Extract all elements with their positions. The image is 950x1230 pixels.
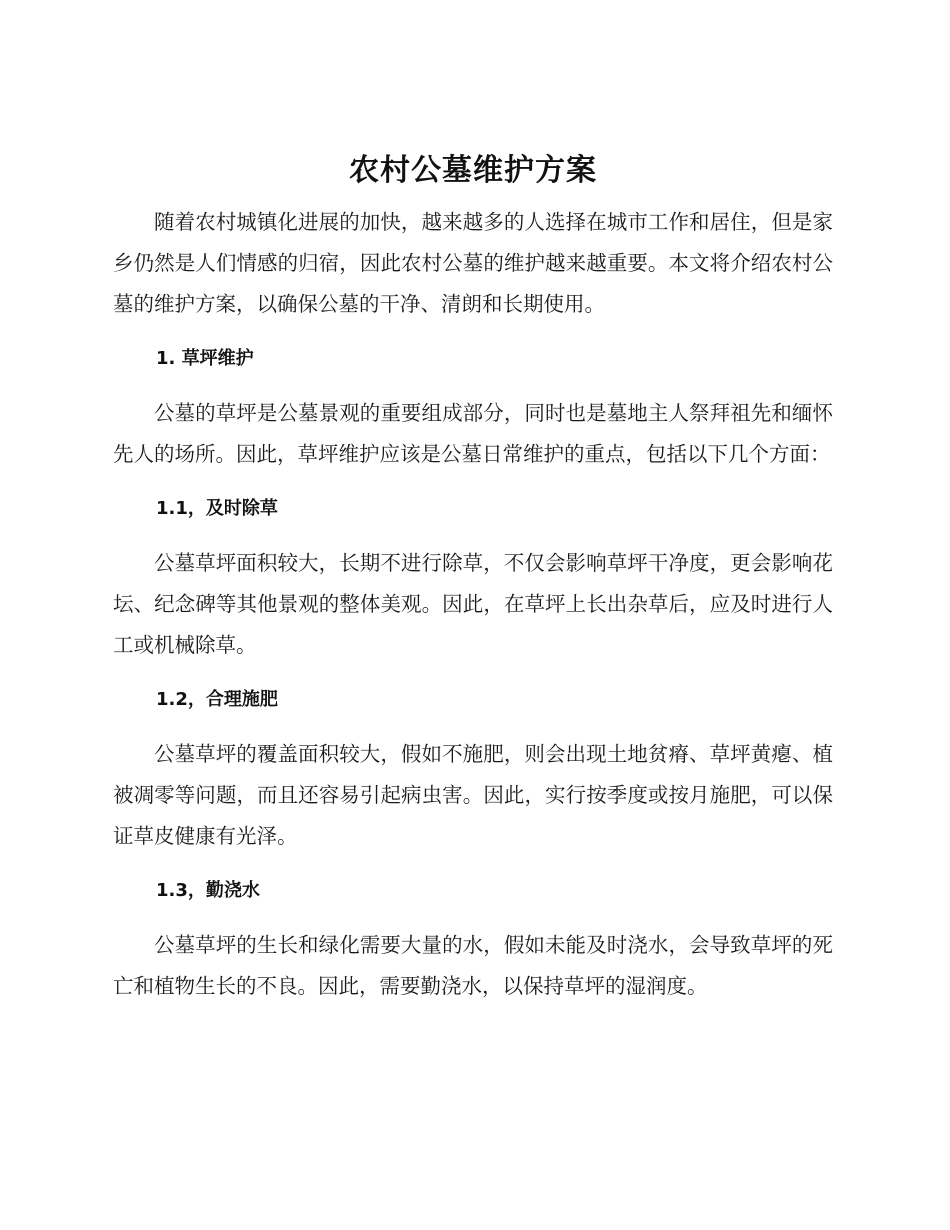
section-heading-weeding: 1.1，及时除草 — [156, 498, 278, 519]
spacer — [113, 379, 833, 393]
section-heading-fertilizing: 1.2，合理施肥 — [156, 689, 278, 710]
section-heading-watering: 1.3，勤浇水 — [156, 880, 260, 901]
section-body-watering: 公墓草坪的生长和绿化需要大量的水，假如未能及时浇水，会导致草坪的死亡和植物生长的不良。因此，需要勤浇水，以保持草坪的湿润度。 — [113, 933, 833, 998]
section-body-fertilizing: 公墓草坪的覆盖面积较大，假如不施肥，则会出现土地贫瘠、草坪黄瘪、植被凋零等问题，而且还容易引起病虫害。因此，实行按季度或按月施肥，可以保证草皮健康有光泽。 — [113, 742, 833, 848]
spacer — [113, 475, 833, 488]
spacer — [113, 529, 833, 543]
section-heading-lawn-maintenance: 1. 草坪维护 — [156, 348, 254, 369]
spacer — [113, 720, 833, 734]
intro-paragraph: 随着农村城镇化进展的加快，越来越多的人选择在城市工作和居住，但是家乡仍然是人们情感的归宿，因此农村公墓的维护越来越重要。本文将介绍农村公墓的维护方案，以确保公墓的干净、清朗和长期使用。 — [113, 210, 833, 316]
section-body-lawn-maintenance: 公墓的草坪是公墓景观的重要组成部分，同时也是墓地主人祭拜祖先和缅怀先人的场所。因此，草坪维护应该是公墓日常维护的重点，包括以下几个方面： — [113, 401, 833, 466]
spacer — [113, 911, 833, 925]
spacer — [113, 325, 833, 338]
spacer — [113, 666, 833, 679]
document-page — [113, 140, 833, 1007]
spacer — [113, 857, 833, 870]
section-body-weeding: 公墓草坪面积较大，长期不进行除草，不仅会影响草坪干净度，更会影响花坛、纪念碑等其他景观的整体美观。因此，在草坪上长出杂草后，应及时进行人工或机械除草。 — [113, 551, 833, 657]
document-title: 农村公墓维护方案 — [349, 153, 597, 188]
